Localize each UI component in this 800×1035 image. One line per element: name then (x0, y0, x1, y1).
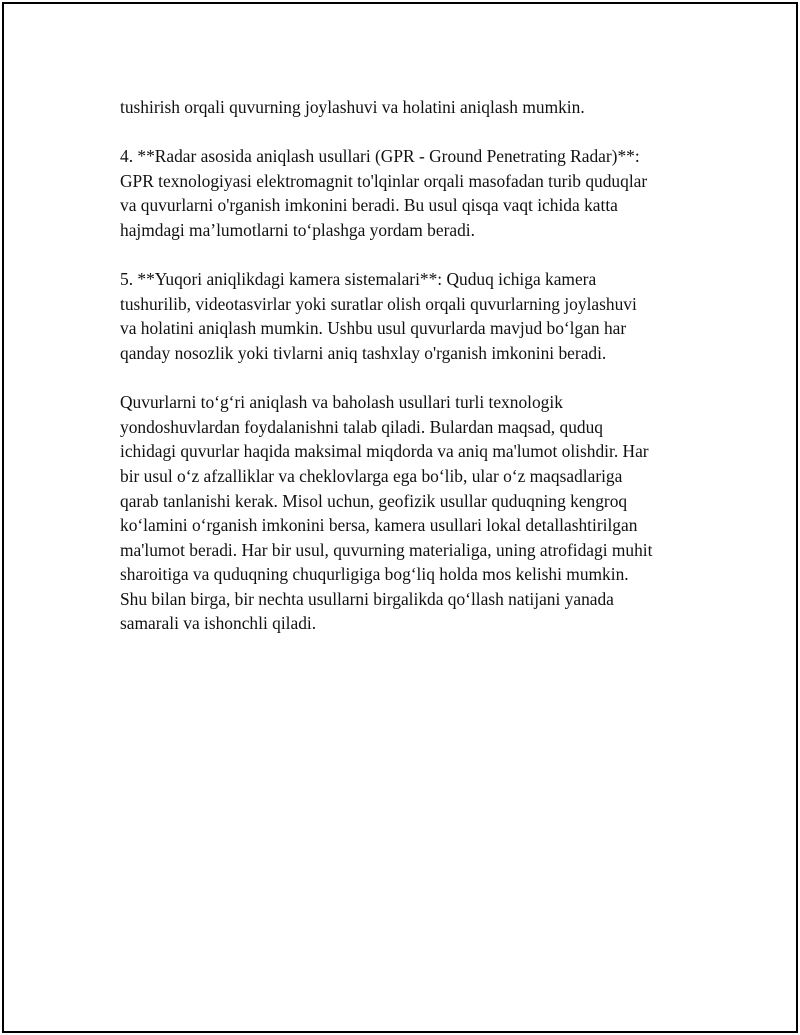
text-line: va quvurlarni o'rganish imkonini beradi. Bu usul qisqa vaqt ichida katta (120, 195, 618, 216)
text-line: Shu bilan birga, bir nechta usullarni birgalikda qo‘llash natijani yanada (120, 588, 614, 609)
document-body (120, 95, 700, 661)
text-line: yondoshuvlardan foydalanishni talab qiladi. Bulardan maqsad, quduq (120, 416, 603, 437)
document-page (2, 2, 798, 1033)
text-line: hajmdagi ma’lumotlarni to‘plashga yordam beradi. (120, 219, 475, 240)
text-line: samarali va ishonchli qiladi. (120, 613, 317, 634)
text-line: qanday nosozlik yoki tivlarni aniq tashxlay o'rganish imkonini beradi. (120, 342, 607, 363)
text-line: ma'lumot beradi. Har bir usul, quvurning materialiga, uning atrofidagi muhit (120, 539, 653, 560)
text-line: 4. **Radar asosida aniqlash usullari (GPR - Ground Penetrating Radar)**: (120, 146, 640, 167)
paragraph-conclusion (120, 390, 700, 636)
paragraph-continuation (120, 95, 700, 120)
text-line: tushurilib, videotasvirlar yoki suratlar olish orqali quvurlarning joylashuvi (120, 293, 637, 314)
text-line: tushirish orqali quvurning joylashuvi va holatini aniqlash mumkin. (120, 97, 585, 117)
text-line: Quvurlarni to‘g‘ri aniqlash va baholash usullari turli texnologik (120, 392, 563, 413)
text-line: GPR texnologiyasi elektromagnit to'lqinlar orqali masofadan turib quduqlar (120, 170, 648, 191)
text-line: va holatini aniqlash mumkin. Ushbu usul quvurlarda mavjud bo‘lgan har (120, 318, 627, 339)
text-line: qarab tanlanishi kerak. Misol uchun, geofizik usullar quduqning kengroq (120, 490, 628, 511)
text-line: ko‘lamini o‘rganish imkonini bersa, kamera usullari lokal detallashtirilgan (120, 515, 638, 536)
text-line: sharoitiga va quduqning chuqurligiga bog‘liq holda mos kelishi mumkin. (120, 564, 629, 585)
paragraph-radar-methods (120, 144, 700, 242)
text-line: ichidagi quvurlar haqida maksimal miqdorda va aniq ma'lumot olishdir. Har (120, 441, 649, 462)
text-line: 5. **Yuqori aniqlikdagi kamera sistemalari**: Quduq ichiga kamera (120, 269, 597, 290)
text-line: bir usul o‘z afzalliklar va cheklovlarga ega bo‘lib, ular o‘z maqsadlariga (120, 465, 623, 486)
paragraph-camera-systems (120, 267, 700, 365)
